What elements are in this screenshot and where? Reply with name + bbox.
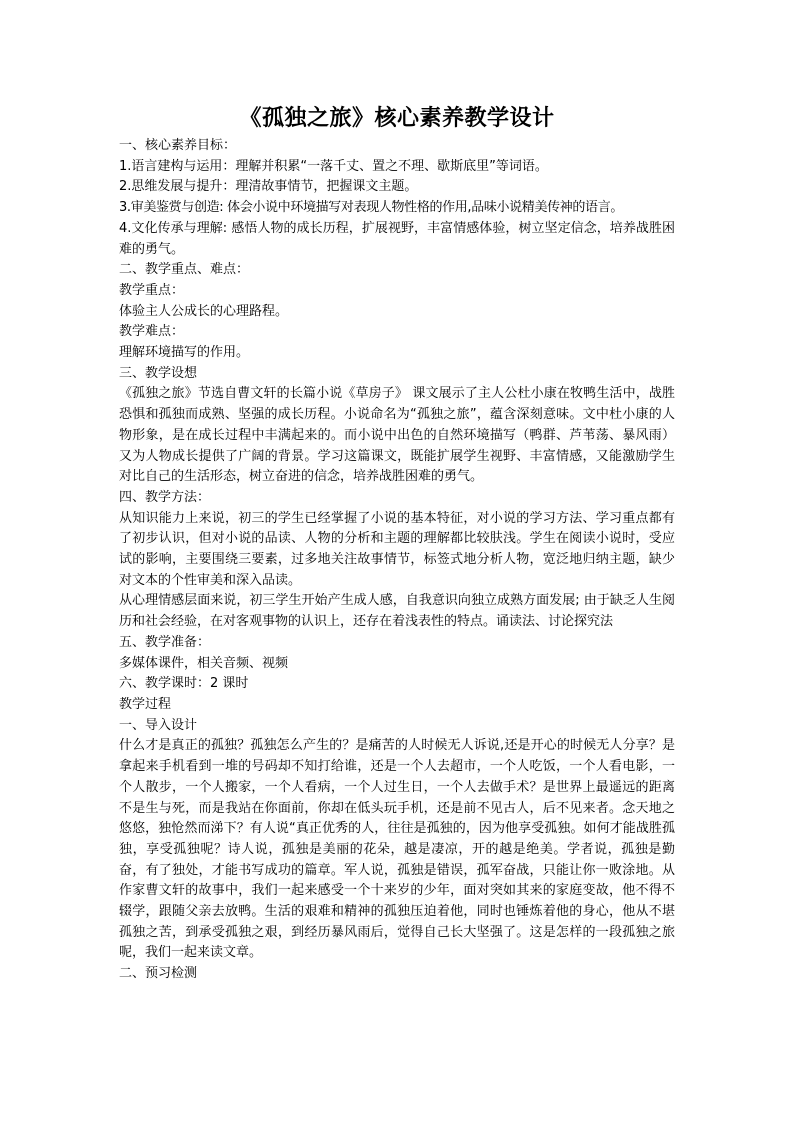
goal-item-4: 4.文化传承与理解: 感悟人物的成长历程，扩展视野，丰富情感体验，树立坚定信念，培养战胜困难的勇气。 — [119, 220, 675, 257]
key-point-label: 教学重点： — [119, 282, 185, 298]
methods-paragraph-1: 从知识能力上来说，初三的学生已经掌握了小说的基本特征，对小说的学习方法、学习重点都有了初步认识，但对小说的品读、人物的分析和主题的理解都比较肤浅。学生在阅读小说时，受应试的影响，主要围绕三要素，过多地关注故事情节，标签式地分析人物，宽泛地归纳主题，缺少对文本的个性审美和深入品读。 — [119, 510, 675, 588]
process-heading: 教学过程 — [119, 696, 172, 712]
goal-item-2: 2.思维发展与提升：理清故事情节，把握课文主题。 — [119, 179, 418, 195]
document-title: 《孤独之旅》核心素养教学设计 — [239, 106, 555, 131]
goal-item-3: 3.审美鉴赏与创造: 体会小说中环境描写对表现人物性格的作用,品味小说精美传神的语言。 — [119, 200, 623, 216]
difficulty-label: 教学难点： — [119, 324, 185, 340]
goal-item-1: 1.语言建构与运用：理解并积累“一落千丈、置之不理、歇斯底里”等词语。 — [119, 158, 548, 174]
preparation-text: 多媒体课件，相关音频、视频 — [119, 655, 289, 671]
key-point-text: 体验主人公成长的心理路程。 — [119, 303, 289, 319]
section-heading-class-hours: 六、教学课时：2 课时 — [119, 676, 249, 692]
section-heading-goals: 一、核心素养目标： — [119, 138, 237, 153]
section-heading-methods: 四、教学方法： — [119, 489, 211, 505]
intro-paragraph: 什么才是真正的孤独？孤独怎么产生的？是痛苦的人时候无人诉说,还是开心的时候无人分享？是拿起来手机看到一堆的号码却不知打给谁，还是一个人去超市，一个人吃饭，一个人看电影，一个人散步，一个人搬家，一个人看病，一个人过生日，一个人去做手术？是世界上最遥远的距离不是生与死，而是我站在你面前，你却在低头玩手机，还是前不见古人，后不见来者。念天地之悠悠，独怆然而涕下？有人说“真正优秀的人，往往是孤独的，因为他享受孤独。如何才能战胜孤独，享受孤独呢？诗人说，孤独是美丽的花朵，越是凄凉，开的越是绝美。学者说，孤独是勤奋，有了独处，才能书写成功的篇章。军人说，孤独是错误，孤军奋战，只能让你一败涂地。从作家曹文轩的故事中，我们一起来感受一个十来岁的少年，面对突如其来的家庭变故，他不得不辍学，跟随父亲去放鸭。生活的艰难和精神的孤独压迫着他，同时也锤炼着他的身心，他从不堪孤独之苦，到承受孤独之艰，到经历暴风雨后，觉得自己长大坚强了。这是怎样的一段孤独之旅呢，我们一起来读文章。 — [119, 738, 675, 961]
section-heading-concept: 三、教学设想 — [119, 365, 198, 381]
section-heading-key-points: 二、教学重点、难点： — [119, 262, 250, 278]
document-page — [119, 104, 675, 985]
step-heading-preview-check: 二、预习检测 — [119, 966, 198, 982]
difficulty-text: 理解环境描写的作用。 — [119, 345, 250, 361]
section-heading-preparation: 五、教学准备： — [119, 634, 211, 650]
step-heading-intro: 一、导入设计 — [119, 717, 198, 733]
concept-paragraph: 《孤独之旅》节选自曹文轩的长篇小说《草房子》 课文展示了主人公杜小康在牧鸭生活中，战胜恐惧和孤独而成熟、坚强的成长历程。小说命名为“孤独之旅”，蕴含深刻意味。文中杜小康的人物形象，是在成长过程中丰满起来的。而小说中出色的自然环境描写（鸭群、芦苇荡、暴风雨）又为人物成长提供了广阔的背景。学习这篇课文，既能扩展学生视野、丰富情感，又能激励学生对比自己的生活形态，树立奋进的信念，培养战胜困难的勇气。 — [119, 386, 675, 485]
methods-paragraph-2: 从心理情感层面来说，初三学生开始产生成人感，自我意识向独立成熟方面发展; 由于缺乏人生阅历和社会经验，在对客观事物的认识上，还存在着浅表性的特点。诵读法、讨论探究法 — [119, 593, 675, 630]
